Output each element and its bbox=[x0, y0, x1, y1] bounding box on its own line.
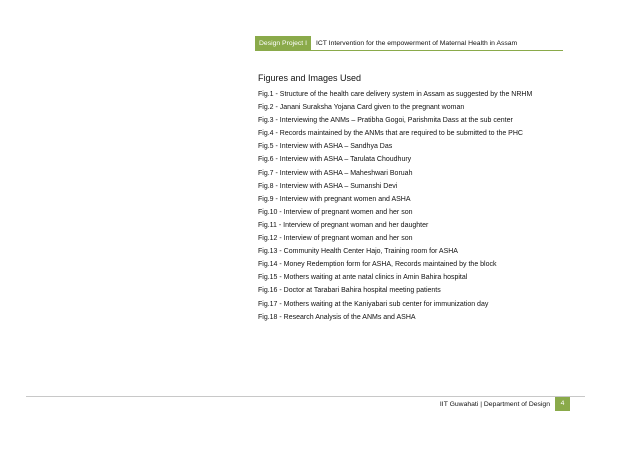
header-title: ICT Intervention for the empowerment of Maternal Health in Assam bbox=[315, 40, 518, 47]
footer-text: IIT Guwahati | Department of Design bbox=[439, 400, 550, 408]
figure-item: Fig.6 - Interview with ASHA – Tarulata Choudhury bbox=[258, 156, 412, 164]
header-badge: Design Project I bbox=[255, 36, 311, 51]
figure-item: Fig.2 - Janani Suraksha Yojana Card given to the pregnant woman bbox=[258, 104, 465, 112]
section-title: Figures and Images Used bbox=[258, 73, 362, 83]
figure-item: Fig.3 - Interviewing the ANMs – Pratibha Gogoi, Parishmita Dass at the sub center bbox=[258, 117, 513, 125]
figure-item: Fig.12 - Interview of pregnant woman and her son bbox=[258, 235, 413, 243]
header-divider bbox=[255, 50, 563, 51]
figure-item: Fig.1 - Structure of the health care delivery system in Assam as suggested by the NRHM bbox=[258, 91, 533, 98]
figure-item: Fig.4 - Records maintained by the ANMs that are required to be submitted to the PHC bbox=[258, 130, 523, 138]
figure-item: Fig.17 - Mothers waiting at the Kaniyabari sub center for immunization day bbox=[258, 300, 489, 308]
page-number: 4 bbox=[555, 397, 570, 411]
figure-item: Fig.10 - Interview of pregnant women and her son bbox=[258, 208, 413, 216]
figure-list bbox=[258, 88, 578, 324]
page-header bbox=[255, 36, 517, 51]
figure-item: Fig.11 - Interview of pregnant woman and her daughter bbox=[258, 221, 429, 229]
figure-item: Fig.5 - Interview with ASHA – Sandhya Das bbox=[258, 143, 393, 151]
figure-item: Fig.16 - Doctor at Tarabari Bahira hospital meeting patients bbox=[258, 287, 441, 295]
figure-item: Fig.8 - Interview with ASHA – Sumanshi Devi bbox=[258, 182, 398, 190]
figure-item: Fig.14 - Money Redemption form for ASHA, Records maintained by the block bbox=[258, 261, 497, 269]
figure-item: Fig.18 - Research Analysis of the ANMs and ASHA bbox=[258, 313, 416, 321]
page-footer bbox=[440, 397, 570, 411]
figure-item: Fig.13 - Community Health Center Hajo, Training room for ASHA bbox=[258, 248, 458, 256]
figure-item: Fig.9 - Interview with pregnant women and ASHA bbox=[258, 195, 411, 203]
figure-item: Fig.7 - Interview with ASHA – Maheshwari Boruah bbox=[258, 169, 413, 177]
figure-item: Fig.15 - Mothers waiting at ante natal clinics in Amin Bahira hospital bbox=[258, 274, 468, 282]
